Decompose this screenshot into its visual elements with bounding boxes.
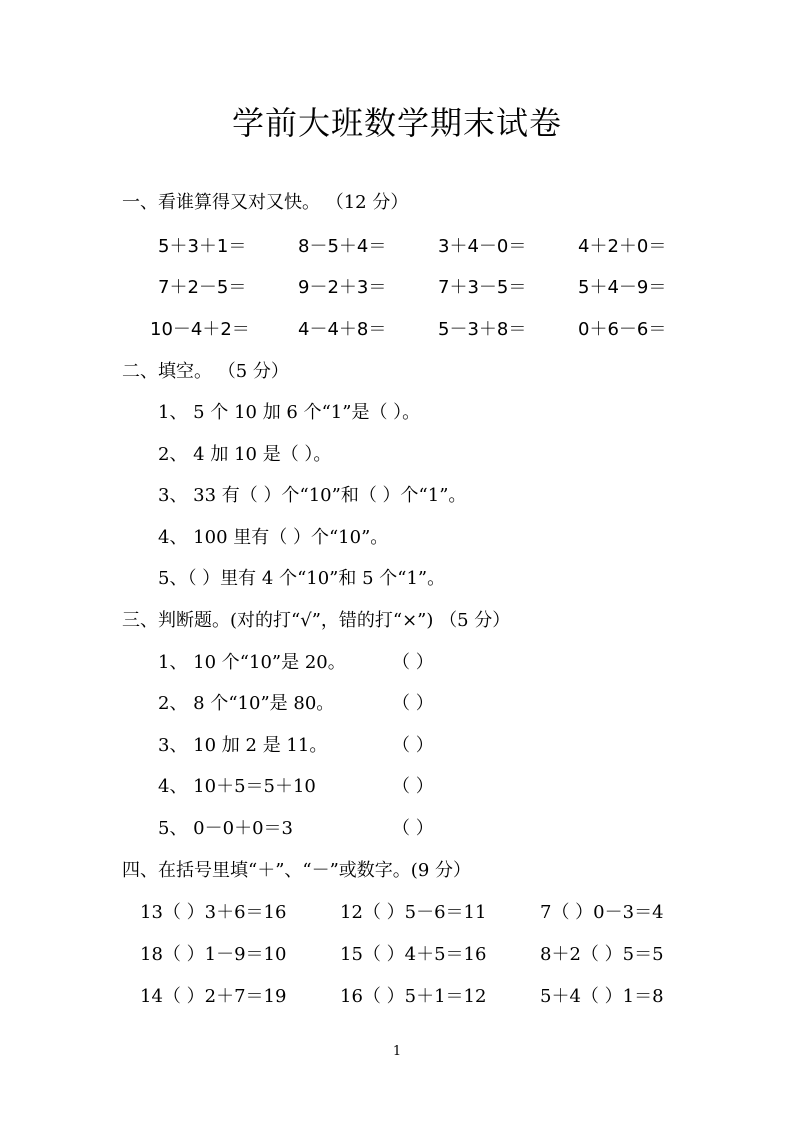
s4-r1-c2: 12（ ）5－6＝11 [340,902,487,923]
s1-r3-c1: 10－4＋2＝ [150,319,250,340]
s3-item-3-blank: （ ） [392,735,434,756]
s3-item-4-text: 4、 10＋5＝5＋10 [158,776,316,797]
s2-item-5: 5、（ ）里有 4 个“10”和 5 个“1”。 [158,568,446,589]
s3-item-2-text: 2、 8 个“10”是 80。 [158,693,335,714]
s1-r2-c4: 5＋4－9＝ [578,277,667,298]
s4-r2-c1: 18（ ）1－9＝10 [140,944,287,965]
page-number: 1 [392,1044,402,1059]
s1-r1-c2: 8－5＋4＝ [298,236,387,257]
page-title: 学前大班数学期末试卷 [231,104,562,142]
s1-r3-c2: 4－4＋8＝ [298,319,387,340]
s2-item-3: 3、 33 有（ ）个“10”和（ ）个“1”。 [158,485,467,506]
s4-r1-c3: 7（ ）0－3＝4 [540,902,664,923]
s1-r3-c4: 0＋6－6＝ [578,319,667,340]
s3-item-5-text: 5、 0－0＋0＝3 [158,818,293,839]
s4-r2-c3: 8＋2（ ）5＝5 [540,944,664,965]
s3-item-5-blank: （ ） [392,818,434,839]
s1-r2-c3: 7＋3－5＝ [438,277,527,298]
section2-heading: 二、填空。 （5 分） [122,361,289,382]
s4-r3-c2: 16（ ）5＋1＝12 [340,986,487,1007]
s1-r1-c3: 3＋4－0＝ [438,236,527,257]
s3-item-3-text: 3、 10 加 2 是 11。 [158,735,328,756]
s3-item-1-text: 1、 10 个“10”是 20。 [158,652,346,673]
s2-item-4: 4、 100 里有（ ）个“10”。 [158,527,389,548]
section3-heading: 三、判断题。(对的打“√”，错的打“×”) （5 分） [122,610,511,631]
s3-item-1-blank: （ ） [392,652,434,673]
s4-r3-c1: 14（ ）2＋7＝19 [140,986,287,1007]
s2-item-2: 2、 4 加 10 是（ ）。 [158,444,332,465]
s1-r1-c1: 5＋3＋1＝ [158,236,247,257]
s2-item-1: 1、 5 个 10 加 6 个“1”是（ ）。 [158,402,421,423]
s1-r2-c1: 7＋2－5＝ [158,277,247,298]
s1-r1-c4: 4＋2＋0＝ [578,236,667,257]
section4-heading: 四、在括号里填“＋”、“－”或数字。(9 分） [122,860,472,881]
s4-r3-c3: 5＋4（ ）1＝8 [540,986,664,1007]
s4-r1-c1: 13（ ）3＋6＝16 [140,902,287,923]
s4-r2-c2: 15（ ）4＋5＝16 [340,944,487,965]
s3-item-2-blank: （ ） [392,693,434,714]
s1-r3-c3: 5－3＋8＝ [438,319,527,340]
section1-heading: 一、看谁算得又对又快。 （12 分） [122,192,409,213]
s1-r2-c2: 9－2＋3＝ [298,277,387,298]
s3-item-4-blank: （ ） [392,776,434,797]
